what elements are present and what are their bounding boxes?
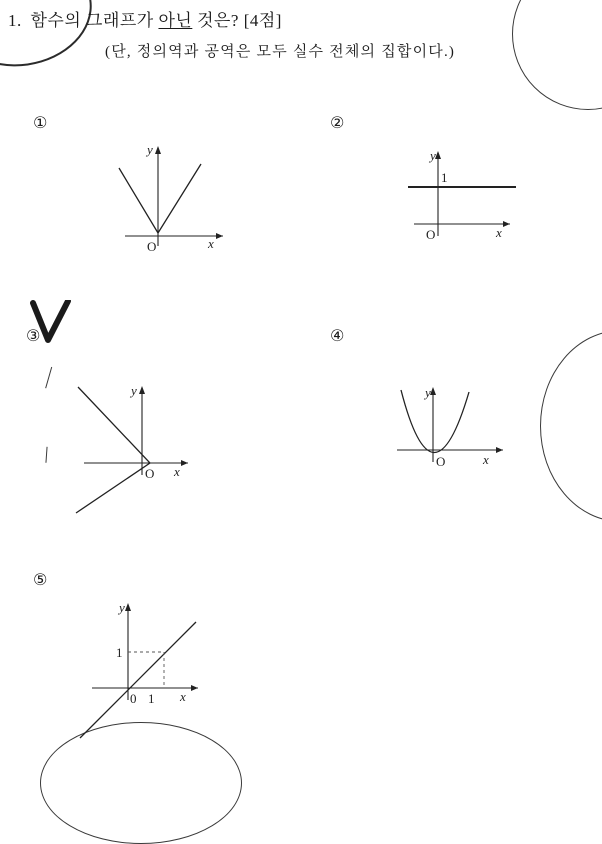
svg-text:y: y <box>430 148 436 163</box>
svg-text:x: x <box>180 689 186 704</box>
pen-arc-right <box>540 330 602 522</box>
option-label-5: ⑤ <box>33 570 48 589</box>
option-graph-2 <box>400 140 530 250</box>
svg-text:x: x <box>174 464 180 479</box>
option-graph-1 <box>105 138 235 253</box>
svg-text:O: O <box>145 466 155 481</box>
svg-text:O: O <box>426 227 436 242</box>
question-condition: (단, 정의역과 공역은 모두 실수 전체의 집합이다.) <box>105 44 456 60</box>
pen-stroke-upper <box>45 367 62 391</box>
option-label-2: ② <box>330 113 345 132</box>
pen-arc-top-right <box>512 0 602 110</box>
svg-text:x: x <box>483 452 489 467</box>
svg-text:O: O <box>147 239 157 253</box>
svg-text:y: y <box>131 383 137 398</box>
svg-text:0: 0 <box>130 691 137 706</box>
question-text-after: 것은? [4점] <box>197 11 282 30</box>
option-graph-5 <box>72 596 232 746</box>
svg-text:O: O <box>436 454 446 469</box>
option-graph-3 <box>62 375 222 520</box>
pen-stroke-lower <box>45 447 53 463</box>
question-line <box>8 6 282 31</box>
svg-text:1: 1 <box>441 170 448 185</box>
question-text-before: 함수의 그래프가 <box>30 11 154 30</box>
option-label-4: ④ <box>330 326 345 345</box>
svg-text:y: y <box>119 600 125 615</box>
svg-text:y: y <box>147 142 153 157</box>
question-text-underlined: 아닌 <box>158 11 193 30</box>
svg-text:x: x <box>208 236 214 251</box>
svg-text:x: x <box>496 225 502 240</box>
option-label-1: ① <box>33 113 48 132</box>
question-number: 1. <box>8 11 22 30</box>
option-graph-4 <box>385 382 525 522</box>
svg-text:1: 1 <box>148 691 155 706</box>
svg-text:1: 1 <box>116 645 123 660</box>
option-label-3: ③ <box>26 326 41 345</box>
svg-text:y: y <box>425 385 431 400</box>
